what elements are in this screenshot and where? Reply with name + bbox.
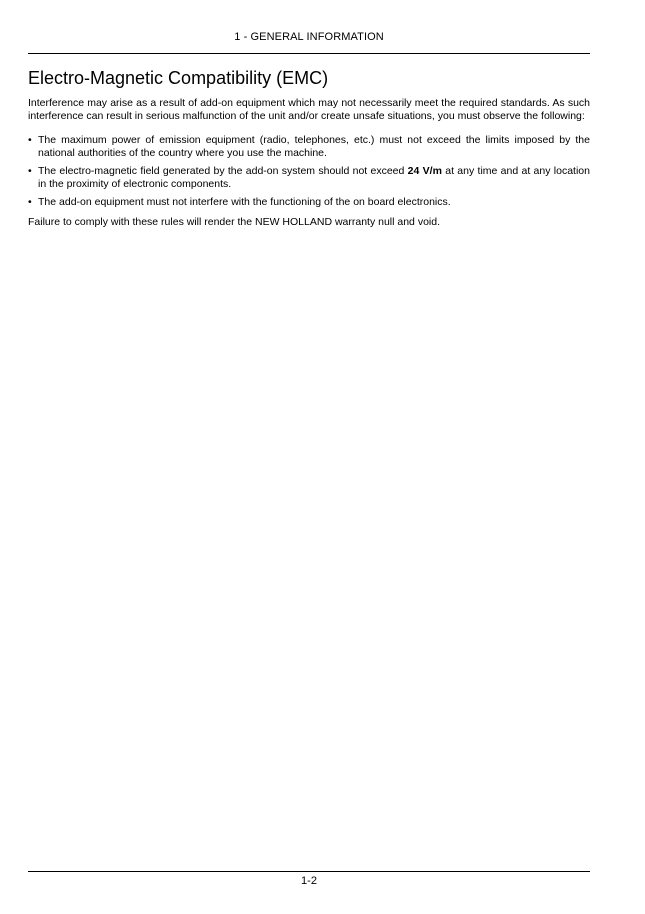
field-limit-value: 24 V/m: [407, 165, 442, 177]
list-item-text: The maximum power of emission equipment (radio, telephones, etc.) must not exceed the limits imposed by the national authorities of the country where you use the machine.: [38, 134, 590, 159]
bullet-icon: •: [28, 165, 32, 177]
list-item-text-end: at any time and at any location in the proximity of electronic components.: [38, 165, 590, 190]
list-item: [28, 196, 590, 209]
list-item-text-start: The electro-magnetic field generated by the add-on system should not exceed: [38, 165, 408, 177]
header-divider: [28, 53, 590, 54]
warranty-note: Failure to comply with these rules will render the NEW HOLLAND warranty null and void.: [28, 216, 440, 228]
requirements-list: [28, 134, 590, 209]
section-title: Electro-Magnetic Compatibility (EMC): [28, 68, 329, 88]
list-item: [28, 165, 590, 191]
list-item-text: The add-on equipment must not interfere with the functioning of the on board electronics.: [38, 196, 451, 208]
list-item: [28, 134, 590, 160]
bullet-icon: •: [28, 134, 32, 146]
bullet-icon: •: [28, 196, 32, 208]
section-body: [28, 97, 590, 229]
intro-paragraph: Interference may arise as a result of add-on equipment which may not necessarily meet the required standards. As such interference can result in serious malfunction of the unit and/or create unsafe situations, you must observe the following:: [28, 97, 590, 122]
page-number: 1-2: [301, 875, 317, 887]
footer-divider: [28, 871, 590, 872]
running-header: 1 - GENERAL INFORMATION: [234, 31, 384, 43]
